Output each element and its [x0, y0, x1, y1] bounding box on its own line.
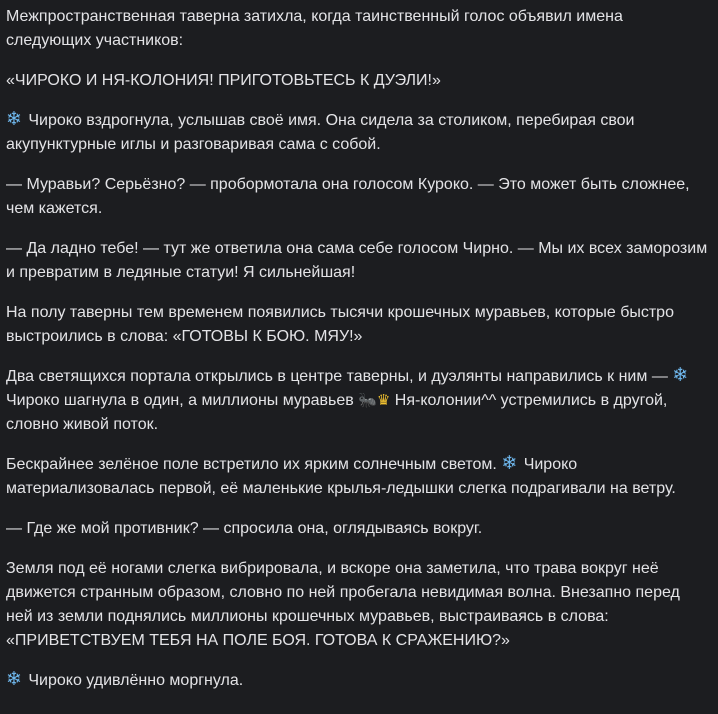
paragraph-3	[6, 109, 708, 157]
paragraph-8-text-b: Чироко материализовалась первой, её маленькие крылья-ледышки слегка подрагивали на ветру.	[6, 456, 676, 497]
paragraph-8	[6, 453, 708, 501]
paragraph-10: Земля под её ногами слегка вибрировала, и вскоре она заметила, что трава вокруг неё движется странным образом, словно по ней пробегала невидимая волна. Внезапно перед ней из земли поднялись миллионы крошечных муравьев, выстраиваясь в слова: «ПРИВЕТСТВУЕМ ТЕБЯ НА ПОЛЕ БОЯ. ГОТОВА К СРАЖЕНИЮ?»	[6, 560, 685, 649]
snowflake-icon: ❄	[6, 109, 22, 130]
crown-icon: ♛	[376, 392, 391, 409]
paragraph-7-text-c: Ня-колонии^^ устремились в другой, словно живой поток.	[6, 392, 672, 433]
paragraph-4: — Муравьи? Серьёзно? — пробормотала она голосом Куроко. — Это может быть сложнее, чем кажется.	[6, 176, 695, 217]
paragraph-7-text-b: Чироко шагнула в один, а миллионы муравьев	[6, 392, 359, 409]
snowflake-icon: ❄	[672, 365, 689, 386]
paragraph-3-text: Чироко вздрогнула, услышав своё имя. Она сидела за столиком, перебирая свои акупунктурные иглы и разговаривая сама с собой.	[6, 112, 639, 153]
paragraph-9: — Где же мой противник? — спросила она, оглядываясь вокруг.	[6, 520, 483, 537]
paragraph-7	[6, 365, 708, 437]
ant-icon: 🐜	[358, 392, 377, 409]
paragraph-5: — Да ладно тебе! — тут же ответила она сама себе голосом Чирно. — Мы их всех заморозим и превратим в ледяные статуи! Я сильнейшая!	[6, 240, 712, 281]
paragraph-11-text: Чироко удивлённо моргнула.	[28, 672, 244, 689]
paragraph-7-text-a: Два светящихся портала открылись в центре таверны, и дуэлянты направились к ним —	[6, 368, 673, 385]
snowflake-icon: ❄	[501, 453, 518, 474]
paragraph-2: «ЧИРОКО И НЯ-КОЛОНИЯ! ПРИГОТОВЬТЕСЬ К ДУЭЛИ!»	[6, 72, 441, 89]
paragraph-6: На полу таверны тем временем появились тысячи крошечных муравьев, которые быстро выстроились в слова: «ГОТОВЫ К БОЮ. МЯУ!»	[6, 304, 679, 345]
paragraph-11	[6, 669, 708, 693]
paragraph-1: Межпространственная таверна затихла, когда таинственный голос объявил имена следующих участников:	[6, 8, 628, 49]
snowflake-icon: ❄	[6, 669, 22, 690]
paragraph-8-text-a: Бескрайнее зелёное поле встретило их ярким солнечным светом.	[6, 456, 502, 473]
